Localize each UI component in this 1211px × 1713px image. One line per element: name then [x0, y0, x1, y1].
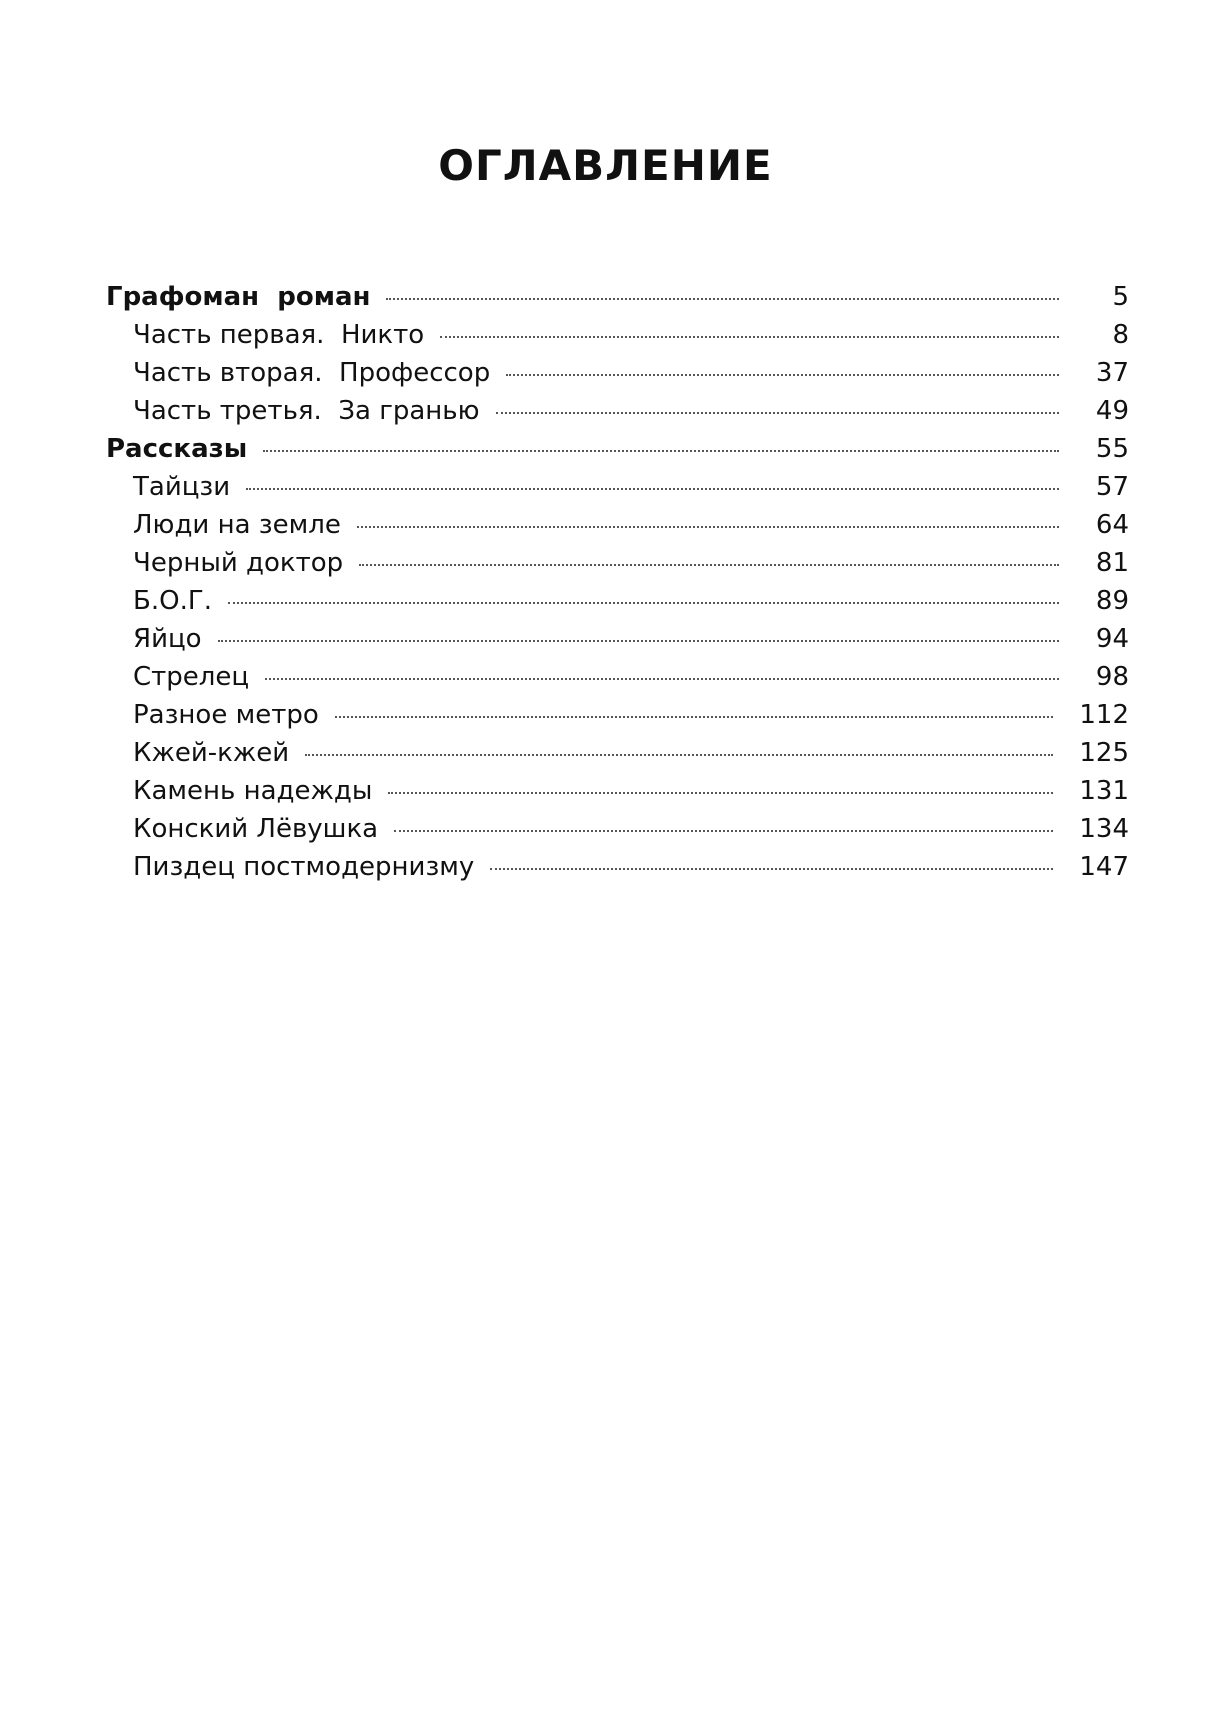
toc-entry-label: Конский Лёвушка [133, 814, 379, 844]
dot-leader [218, 640, 1059, 642]
dot-leader [357, 526, 1059, 528]
toc-subsection-entry[interactable] [106, 468, 1129, 506]
toc-entry-label: Б.О.Г. [133, 586, 212, 616]
page-title: ОГЛАВЛЕНИЕ [438, 141, 773, 190]
toc-subsection-entry[interactable] [106, 544, 1129, 582]
dot-leader [265, 678, 1059, 680]
dot-leader [335, 716, 1054, 718]
toc-page-number: 89 [1095, 586, 1129, 616]
toc-subsection-entry[interactable] [106, 772, 1129, 810]
toc-page-number: 8 [1112, 320, 1129, 350]
toc-page-number: 147 [1079, 852, 1129, 882]
dot-leader [440, 336, 1059, 338]
table-of-contents [106, 278, 1129, 886]
dot-leader [394, 830, 1053, 832]
toc-entry-label: Яйцо [133, 624, 202, 654]
toc-page-number: 57 [1095, 472, 1129, 502]
toc-page-number: 81 [1095, 548, 1129, 578]
toc-page-number: 134 [1079, 814, 1129, 844]
toc-subsection-entry[interactable] [106, 696, 1129, 734]
toc-subsection-entry[interactable] [106, 620, 1129, 658]
toc-subsection-entry[interactable] [106, 848, 1129, 886]
toc-subsection-entry[interactable] [106, 392, 1129, 430]
toc-page-number: 125 [1079, 738, 1129, 768]
toc-subsection-entry[interactable] [106, 354, 1129, 392]
dot-leader [228, 602, 1059, 604]
dot-leader [246, 488, 1059, 490]
toc-page-number: 112 [1079, 700, 1129, 730]
toc-subsection-entry[interactable] [106, 582, 1129, 620]
toc-page-number: 98 [1095, 662, 1129, 692]
toc-page-number: 37 [1095, 358, 1129, 388]
toc-entry-label: Разное метро [133, 700, 319, 730]
dot-leader [506, 374, 1059, 376]
toc-entry-label: Часть первая. Никто [133, 320, 425, 350]
toc-subsection-entry[interactable] [106, 810, 1129, 848]
toc-entry-label: Пиздец постмодернизму [133, 852, 475, 882]
dot-leader [388, 792, 1053, 794]
toc-subsection-entry[interactable] [106, 734, 1129, 772]
toc-page-number: 49 [1095, 396, 1129, 426]
toc-subsection-entry[interactable] [106, 316, 1129, 354]
toc-entry-label: Стрелец [133, 662, 250, 692]
toc-entry-label: Часть вторая. Профессор [133, 358, 491, 388]
toc-entry-label: Черный доктор [133, 548, 344, 578]
dot-leader [490, 868, 1053, 870]
toc-subsection-entry[interactable] [106, 658, 1129, 696]
toc-page-number: 64 [1095, 510, 1129, 540]
toc-page-number: 94 [1095, 624, 1129, 654]
toc-entry-label: Рассказы [106, 434, 248, 464]
toc-entry-label: Люди на земле [133, 510, 341, 540]
dot-leader [359, 564, 1059, 566]
toc-page-number: 55 [1095, 434, 1129, 464]
toc-section-entry[interactable] [106, 430, 1129, 468]
toc-entry-label: Тайцзи [133, 472, 231, 502]
toc-entry-label: Графоман роман [106, 282, 371, 312]
toc-subsection-entry[interactable] [106, 506, 1129, 544]
toc-section-entry[interactable] [106, 278, 1129, 316]
toc-page-number: 131 [1079, 776, 1129, 806]
toc-entry-label: Кжей-кжей [133, 738, 290, 768]
dot-leader [305, 754, 1053, 756]
dot-leader [263, 450, 1059, 452]
dot-leader [496, 412, 1059, 414]
toc-entry-label: Камень надежды [133, 776, 373, 806]
toc-entry-label: Часть третья. За гранью [133, 396, 480, 426]
toc-page-number: 5 [1112, 282, 1129, 312]
dot-leader [386, 298, 1059, 300]
